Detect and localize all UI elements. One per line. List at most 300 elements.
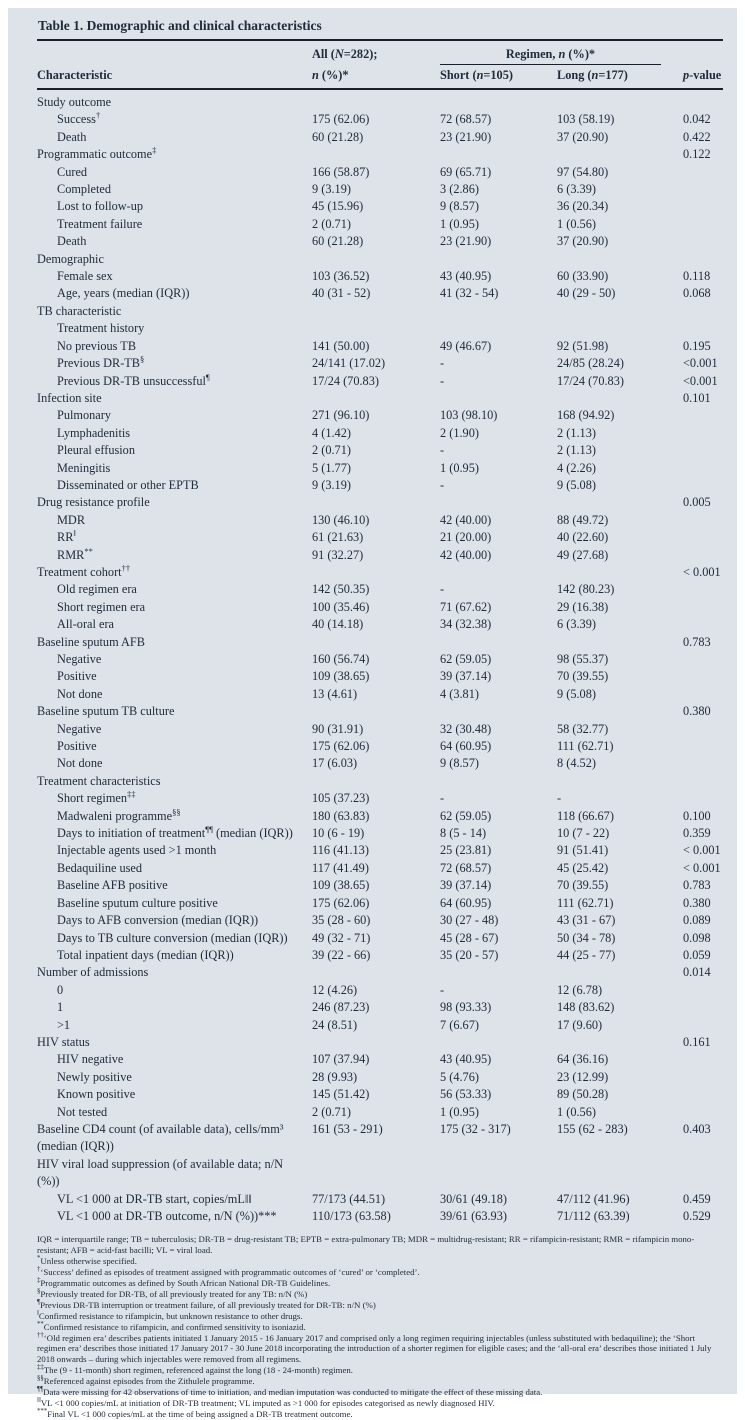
table-row (37, 999, 723, 1016)
row-label: Known positive (57, 1087, 136, 1102)
table-row (37, 320, 723, 337)
cell-long: 17 (9.60) (557, 1017, 603, 1032)
cell-short: - (440, 791, 445, 806)
cell-long: 70 (39.55) (557, 669, 609, 684)
table-header (37, 41, 723, 90)
cell-pvalue: <0.001 (683, 373, 718, 388)
cell-all: 110/173 (63.58) (312, 1209, 391, 1223)
footnote: ‖Confirmed resistance to rifampicin, but unknown resistance to other drugs. (37, 1309, 303, 1321)
row-label: Injectable agents used >1 month (57, 843, 217, 858)
cell-all: 166 (58.87) (312, 164, 370, 179)
cell-all: 9 (3.19) (312, 182, 351, 197)
table-row (37, 860, 723, 877)
cell-long: 58 (32.77) (557, 721, 609, 736)
cell-long: 10 (7 - 22) (557, 826, 610, 841)
footnote: ‡Programmatic outcomes as defined by South African National DR-TB Guidelines. (37, 1277, 331, 1289)
cell-short: 21 (20.00) (440, 530, 492, 545)
cell-pvalue: 0.101 (683, 390, 711, 405)
table-row (37, 303, 723, 320)
cell-pvalue: 0.161 (683, 1034, 711, 1049)
row-label: RR‖ (57, 528, 76, 545)
cell-all: 10 (6 - 19) (312, 826, 365, 841)
table-row (37, 460, 723, 477)
cell-short: 3 (2.86) (440, 182, 479, 197)
cell-all: 142 (50.35) (312, 582, 370, 597)
cell-all: 130 (46.10) (312, 512, 370, 527)
cell-pvalue: 0.529 (683, 1209, 711, 1223)
cell-pvalue: 0.380 (683, 895, 711, 910)
cell-short: 49 (46.67) (440, 338, 492, 353)
table-row (37, 268, 723, 285)
table-row (37, 146, 723, 163)
cell-short: 56 (53.33) (440, 1087, 492, 1102)
table-row (37, 686, 723, 703)
footnote: ††‘Old regimen era’ describes patients initiated 1 January 2015 - 16 January 2017 and comprised only a long regimen requiring injectables (unless substituted with bedaquiline); the ‘Short regimen era’ describes those initiated 17 January 2017 - 30 June 2018 incorporating the introduction of a shorter regimen for eligible cases; and the ‘all-oral era’ describes those initiated 1 July 2018 onwards – during which injectables were removed from all regimens. (37, 1331, 712, 1365)
cell-pvalue: 0.098 (683, 930, 711, 945)
cell-pvalue: < 0.001 (683, 843, 721, 858)
table-row (37, 285, 723, 302)
col-header-long: Long (n=177) (557, 68, 628, 82)
footnotes (37, 1234, 723, 1419)
cell-all: 109 (38.65) (312, 669, 370, 684)
row-label: Death (57, 129, 87, 144)
footnote: ‡‡The (9 - 11-month) short regimen, referenced against the long (18 - 24-month) regimen. (37, 1364, 353, 1376)
cell-long: 88 (49.72) (557, 512, 609, 527)
cell-pvalue: 0.359 (683, 826, 711, 841)
table-row (37, 390, 723, 407)
table-row (37, 1034, 723, 1051)
footnote: ¶Previous DR-TB interruption or treatment failure, of all previously treated for DR-TB: n/N (%) (37, 1298, 376, 1310)
cell-all: 246 (87.23) (312, 1000, 370, 1015)
cell-pvalue: 0.089 (683, 913, 711, 928)
cell-short: 9 (8.57) (440, 199, 479, 214)
table-row (37, 599, 723, 616)
cell-long: 111 (62.71) (557, 739, 614, 754)
cell-short: 103 (98.10) (440, 408, 498, 423)
footnote: †‘Success’ defined as episodes of treatment assigned with programmatic outcomes of ‘cured’ or ‘completed’. (37, 1266, 420, 1278)
cell-long: 92 (51.98) (557, 338, 609, 353)
cell-long: 44 (25 - 77) (557, 947, 616, 962)
row-label: Lost to follow-up (57, 199, 144, 214)
row-label: Days to TB culture conversion (median (IQR)) (57, 930, 288, 945)
cell-all: 116 (41.13) (312, 843, 369, 858)
cell-all: 109 (38.65) (312, 878, 370, 893)
row-label: Female sex (57, 269, 113, 284)
cell-pvalue: 0.005 (683, 495, 711, 510)
table-row (37, 1156, 723, 1191)
cell-short: 43 (40.95) (440, 269, 492, 284)
cell-all: 13 (4.61) (312, 686, 358, 701)
cell-long: 8 (4.52) (557, 756, 596, 771)
row-label: Baseline sputum AFB (37, 634, 145, 649)
cell-long: 17/24 (70.83) (557, 373, 624, 388)
cell-long: 155 (62 - 283) (557, 1121, 628, 1136)
cell-all: 77/173 (44.51) (312, 1191, 386, 1206)
row-label: Positive (57, 739, 97, 754)
row-label: Treatment failure (57, 216, 143, 231)
cell-short: 5 (4.76) (440, 1069, 479, 1084)
row-label: Newly positive (57, 1069, 132, 1084)
cell-short: 30 (27 - 48) (440, 913, 499, 928)
cell-long: 2 (1.13) (557, 425, 596, 440)
row-label: Total inpatient days (median (IQR)) (57, 947, 234, 962)
cell-short: 1 (0.95) (440, 216, 479, 231)
row-label: Cured (57, 164, 88, 179)
row-label: Short regimen‡‡ (57, 789, 136, 806)
row-label: Baseline sputum culture positive (57, 895, 218, 910)
cell-short: 32 (30.48) (440, 721, 492, 736)
row-label: Age, years (median (IQR)) (57, 286, 190, 301)
row-label: Drug resistance profile (37, 495, 150, 510)
cell-all: 61 (21.63) (312, 530, 364, 545)
row-label: Previous DR-TB unsuccessful¶ (57, 371, 210, 388)
table-row (37, 233, 723, 250)
table-panel (8, 8, 737, 1419)
row-label: HIV viral load suppression (of available data; n/N (%)) (37, 1156, 283, 1189)
row-label: Number of admissions (37, 965, 149, 980)
row-label: Programmatic outcome‡ (37, 145, 157, 162)
cell-long: 4 (2.26) (557, 460, 596, 475)
cell-long: 6 (3.39) (557, 617, 596, 632)
cell-short: 23 (21.90) (440, 234, 492, 249)
cell-short: - (440, 443, 445, 458)
cell-short: 64 (60.95) (440, 739, 492, 754)
cell-short: 2 (1.90) (440, 425, 479, 440)
table-row (37, 651, 723, 668)
col-header-all-line1: All (N=282); (312, 47, 378, 61)
row-label: >1 (57, 1017, 71, 1032)
cell-pvalue: 0.783 (683, 634, 711, 649)
table-row (37, 703, 723, 720)
cell-all: 24 (8.51) (312, 1017, 358, 1032)
cell-all: 160 (56.74) (312, 652, 370, 666)
table-row (37, 442, 723, 459)
cell-all: 49 (32 - 71) (312, 930, 371, 945)
cell-long: 60 (33.90) (557, 269, 609, 284)
table-row (37, 251, 723, 268)
cell-long: 98 (55.37) (557, 652, 609, 666)
row-label: Negative (57, 721, 102, 736)
row-label: Study outcome (37, 95, 112, 109)
cell-short: 41 (32 - 54) (440, 286, 499, 301)
table-row (37, 616, 723, 633)
cell-short: 23 (21.90) (440, 129, 492, 144)
table-row (37, 1208, 723, 1225)
col-header-all-line2: n (%)* (312, 68, 349, 82)
table-body (37, 90, 723, 1225)
table-row (37, 808, 723, 825)
footnote: IQR = interquartile range; TB = tuberculosis; DR-TB = drug-resistant TB; EPTB = extra-pulmonary TB; MDR = multidrug-resistant; RR = rifampicin-resistant; RMR = rifampicin mono-resistant; AFB = acid-fast bacilli; VL = viral load. (37, 1234, 695, 1256)
cell-long: 70 (39.55) (557, 878, 609, 893)
footnote: ‖‖VL <1 000 copies/mL at initiation of DR-TB treatment; VL imputed as >1 000 for episodes categorised as newly diagnosed HIV. (37, 1397, 495, 1408)
cell-long: 45 (25.42) (557, 860, 609, 875)
table-row (37, 825, 723, 842)
cell-short: 9 (8.57) (440, 756, 479, 771)
cell-long: 89 (50.28) (557, 1087, 609, 1102)
cell-pvalue: 0.042 (683, 112, 711, 127)
cell-short: 62 (59.05) (440, 652, 492, 666)
cell-pvalue: 0.459 (683, 1191, 711, 1206)
cell-short: 62 (59.05) (440, 808, 492, 823)
cell-short: 175 (32 - 317) (440, 1121, 511, 1136)
row-label: Days to initiation of treatment¶¶ (median (IQR)) (57, 823, 293, 841)
row-label: Previous DR-TB§ (57, 354, 145, 371)
table-title: Table 1. Demographic and clinical characteristics (37, 14, 723, 41)
table-row (37, 1086, 723, 1103)
table-row (37, 338, 723, 355)
cell-long: 91 (51.41) (557, 843, 609, 858)
cell-long: - (557, 791, 562, 806)
row-label: Success† (57, 110, 101, 127)
cell-long: 71/112 (63.39) (557, 1209, 630, 1223)
cell-all: 17/24 (70.83) (312, 373, 379, 388)
cell-all: 91 (32.27) (312, 547, 364, 562)
table-row (37, 930, 723, 947)
cell-pvalue: 0.380 (683, 704, 711, 719)
row-label: HIV status (37, 1034, 90, 1049)
table-row (37, 773, 723, 790)
cell-long: 36 (20.34) (557, 199, 609, 214)
cell-short: 39 (37.14) (440, 669, 492, 684)
row-label: Baseline CD4 count (of available data), cells/mm³ (median (IQR)) (37, 1121, 284, 1154)
footnote: ***Final VL <1 000 copies/mL at the time of being assigned a DR-TB treatment outcome. (37, 1407, 353, 1419)
cell-long: 118 (66.67) (557, 808, 614, 823)
cell-all: 2 (0.71) (312, 1104, 351, 1119)
table-row (37, 982, 723, 999)
cell-pvalue: 0.059 (683, 947, 711, 962)
cell-all: 271 (96.10) (312, 408, 370, 423)
table-row (37, 1104, 723, 1121)
cell-all: 175 (62.06) (312, 739, 370, 754)
cell-short: - (440, 477, 445, 492)
table-row (37, 198, 723, 215)
table-row (37, 477, 723, 494)
footnote: **Confirmed resistance to rifampicin, and confirmed sensitivity to isoniazid. (37, 1320, 306, 1332)
footnote: *Unless otherwise specified. (37, 1255, 137, 1267)
table-row (37, 181, 723, 198)
row-label: Days to AFB conversion (median (IQR)) (57, 913, 259, 928)
cell-short: 30/61 (49.18) (440, 1191, 507, 1206)
cell-long: 47/112 (41.96) (557, 1191, 630, 1206)
row-label: Lymphadenitis (57, 425, 131, 440)
row-label: Bedaquiline used (57, 860, 143, 875)
table-row (37, 668, 723, 685)
cell-long: 40 (29 - 50) (557, 286, 616, 301)
cell-pvalue: < 0.001 (683, 860, 721, 875)
col-header-pvalue: p-value (683, 68, 722, 82)
row-label: RMR** (57, 545, 93, 562)
row-label: Completed (57, 182, 111, 197)
row-label: TB characteristic (37, 303, 122, 318)
cell-all: 145 (51.42) (312, 1087, 370, 1102)
row-label: MDR (57, 512, 86, 527)
col-header-short: Short (n=105) (440, 68, 513, 82)
cell-short: 25 (23.81) (440, 843, 492, 858)
cell-all: 4 (1.42) (312, 425, 351, 440)
cell-all: 161 (53 - 291) (312, 1121, 383, 1136)
row-label: Disseminated or other EPTB (57, 477, 199, 492)
cell-short: 45 (28 - 67) (440, 930, 499, 945)
table-row (37, 842, 723, 859)
row-label: All-oral era (57, 617, 115, 632)
cell-all: 2 (0.71) (312, 216, 351, 231)
cell-all: 12 (4.26) (312, 982, 358, 997)
cell-short: 43 (40.95) (440, 1052, 492, 1067)
table-row (37, 373, 723, 390)
row-label: Demographic (37, 251, 104, 266)
cell-short: 72 (68.57) (440, 112, 492, 127)
row-label: Treatment cohort†† (37, 562, 131, 579)
cell-pvalue: 0.195 (683, 338, 711, 353)
cell-pvalue: < 0.001 (683, 564, 721, 579)
table-row (37, 494, 723, 511)
cell-long: 9 (5.08) (557, 686, 596, 701)
table-row (37, 790, 723, 807)
cell-all: 117 (41.49) (312, 860, 369, 875)
cell-all: 45 (15.96) (312, 199, 364, 214)
table-row (37, 1121, 723, 1156)
row-label: Treatment characteristics (37, 773, 161, 788)
cell-long: 49 (27.68) (557, 547, 609, 562)
cell-all: 103 (36.52) (312, 269, 370, 284)
row-label: Death (57, 234, 87, 249)
cell-pvalue: 0.068 (683, 286, 711, 301)
col-header-characteristic: Characteristic (37, 68, 113, 82)
cell-pvalue: 0.118 (683, 269, 711, 284)
table-row (37, 547, 723, 564)
cell-short: 42 (40.00) (440, 512, 492, 527)
cell-long: 111 (62.71) (557, 895, 614, 910)
table-row (37, 634, 723, 651)
cell-long: 40 (22.60) (557, 530, 609, 545)
row-label: VL <1 000 at DR-TB start, copies/mL‖‖ (57, 1191, 252, 1206)
table-row (37, 94, 723, 111)
cell-long: 23 (12.99) (557, 1069, 609, 1084)
cell-all: 28 (9.93) (312, 1069, 358, 1084)
table-row (37, 564, 723, 581)
cell-all: 105 (37.23) (312, 791, 370, 806)
table-row (37, 964, 723, 981)
row-label: Baseline sputum TB culture (37, 704, 175, 719)
table-row (37, 877, 723, 894)
cell-long: 97 (54.80) (557, 164, 609, 179)
cell-pvalue: 0.783 (683, 878, 711, 893)
cell-all: 90 (31.91) (312, 721, 364, 736)
col-header-regimen-span: Regimen, n (%)* (440, 47, 661, 65)
row-label: HIV negative (57, 1052, 124, 1067)
cell-pvalue: 0.403 (683, 1121, 711, 1136)
cell-short: 4 (3.81) (440, 686, 479, 701)
cell-long: 2 (1.13) (557, 443, 596, 458)
row-label: Meningitis (57, 460, 111, 475)
row-label: Not tested (57, 1104, 108, 1119)
cell-all: 107 (37.94) (312, 1052, 370, 1067)
cell-long: 37 (20.90) (557, 234, 609, 249)
cell-short: 1 (0.95) (440, 1104, 479, 1119)
cell-short: - (440, 982, 445, 997)
table-row (37, 512, 723, 529)
row-label: Infection site (37, 390, 102, 405)
cell-all: 100 (35.46) (312, 599, 370, 614)
cell-short: - (440, 373, 445, 388)
cell-long: 37 (20.90) (557, 129, 609, 144)
cell-short: 42 (40.00) (440, 547, 492, 562)
row-label: Pleural effusion (57, 443, 135, 458)
cell-long: 103 (58.19) (557, 112, 615, 127)
cell-long: 1 (0.56) (557, 1104, 596, 1119)
cell-short: 1 (0.95) (440, 460, 479, 475)
cell-all: 9 (3.19) (312, 477, 351, 492)
row-label: 0 (57, 982, 64, 997)
cell-all: 17 (6.03) (312, 756, 358, 771)
table-row (37, 721, 723, 738)
cell-all: 141 (50.00) (312, 338, 370, 353)
table-row (37, 129, 723, 146)
table-row (37, 947, 723, 964)
table-row (37, 111, 723, 128)
cell-short: 39 (37.14) (440, 878, 492, 893)
cell-long: 1 (0.56) (557, 216, 596, 231)
table-row (37, 529, 723, 546)
cell-short: 8 (5 - 14) (440, 826, 487, 841)
cell-long: 50 (34 - 78) (557, 930, 616, 945)
table-row (37, 216, 723, 233)
row-label: Baseline AFB positive (57, 878, 168, 893)
cell-long: 168 (94.92) (557, 408, 615, 423)
table-row (37, 355, 723, 372)
table-row (37, 912, 723, 929)
table-row (37, 581, 723, 598)
cell-short: 69 (65.71) (440, 164, 492, 179)
cell-all: 40 (14.18) (312, 617, 364, 632)
cell-all: 40 (31 - 52) (312, 286, 371, 301)
table-row (37, 1069, 723, 1086)
cell-short: 34 (32.38) (440, 617, 492, 632)
row-label: Not done (57, 686, 103, 701)
cell-short: 98 (93.33) (440, 1000, 492, 1015)
row-label: No previous TB (57, 338, 137, 353)
cell-all: 5 (1.77) (312, 460, 351, 475)
cell-all: 2 (0.71) (312, 443, 351, 458)
cell-long: 148 (83.62) (557, 1000, 615, 1015)
cell-pvalue: 0.100 (683, 808, 711, 823)
table-row (37, 895, 723, 912)
cell-short: 35 (20 - 57) (440, 947, 499, 962)
cell-all: 24/141 (17.02) (312, 356, 386, 371)
cell-short: 64 (60.95) (440, 895, 492, 910)
footnote: §§Referenced against episodes from the Zithulele programme. (37, 1375, 255, 1387)
row-label: 1 (57, 1000, 64, 1015)
cell-all: 39 (22 - 66) (312, 947, 371, 962)
cell-short: 7 (6.67) (440, 1017, 479, 1032)
row-label: Treatment history (57, 321, 145, 336)
cell-short: - (440, 582, 445, 597)
cell-all: 180 (63.83) (312, 808, 370, 823)
table-row (37, 407, 723, 424)
cell-long: 29 (16.38) (557, 599, 609, 614)
cell-pvalue: 0.122 (683, 147, 711, 162)
footnote: §Previously treated for DR-TB, of all previously treated for any TB: n/N (%) (37, 1288, 308, 1299)
cell-long: 6 (3.39) (557, 182, 596, 197)
cell-pvalue: 0.422 (683, 129, 711, 144)
row-label: VL <1 000 at DR-TB outcome, n/N (%))*** (57, 1209, 277, 1223)
cell-long: 43 (31 - 67) (557, 913, 616, 928)
row-label: Short regimen era (57, 599, 146, 614)
cell-pvalue: 0.014 (683, 965, 711, 980)
cell-long: 64 (36.16) (557, 1052, 609, 1067)
cell-short: - (440, 356, 445, 371)
row-label: Positive (57, 669, 97, 684)
